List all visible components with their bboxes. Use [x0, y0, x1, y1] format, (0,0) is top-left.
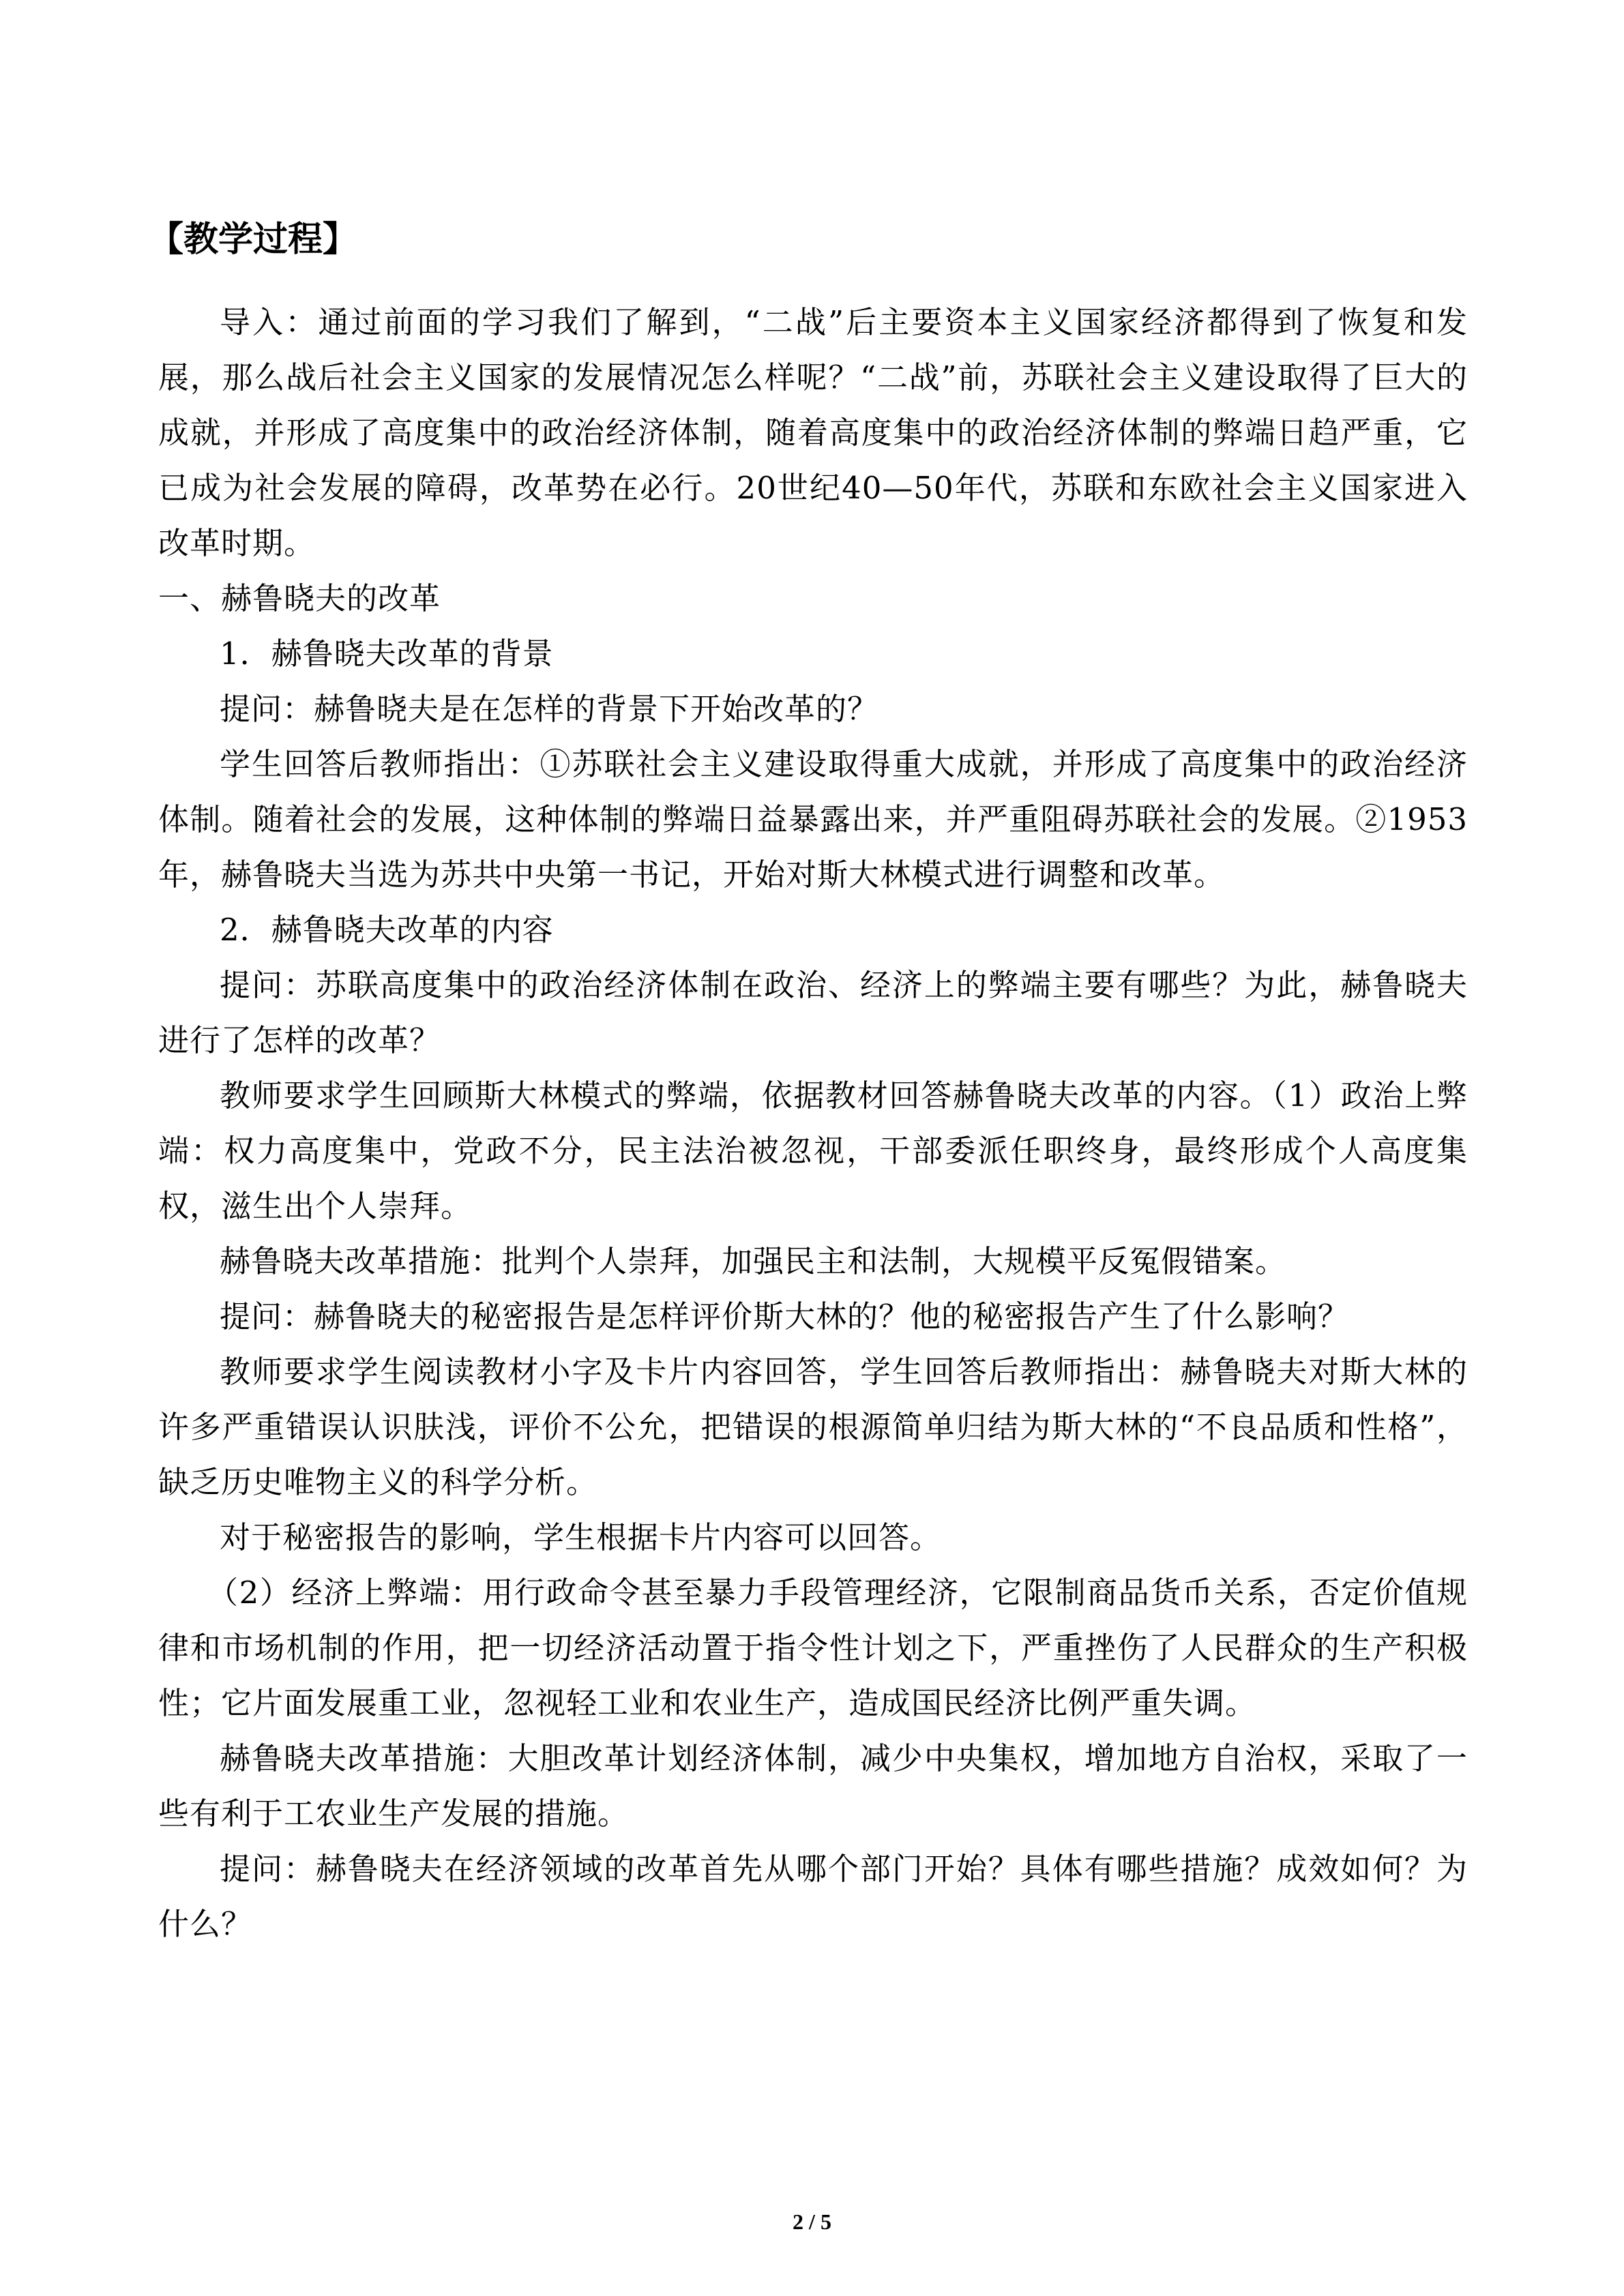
body-paragraph: （2）经济上弊端：用行政命令甚至暴力手段管理经济，它限制商品货币关系，否定价值规律和市场机制的作用，把一切经济活动置于指令性计划之下，严重挫伤了人民群众的生产积极性；它片面发展重工业，忽视轻工业和农业生产，造成国民经济比例严重失调。	[158, 1575, 1468, 1721]
body-paragraph: 教师要求学生阅读教材小字及卡片内容回答，学生回答后教师指出：赫鲁晓夫对斯大林的许多严重错误认识肤浅，评价不公允，把错误的根源简单归结为斯大林的“不良品质和性格”，缺乏历史唯物主义的科学分析。	[158, 1354, 1468, 1500]
question-paragraph: 提问：赫鲁晓夫的秘密报告是怎样评价斯大林的？他的秘密报告产生了什么影响？	[220, 1298, 1350, 1335]
section-heading: 【教学过程】	[149, 220, 358, 260]
intro-paragraph: 导入：通过前面的学习我们了解到，“二战”后主要资本主义国家经济都得到了恢复和发展，那么战后社会主义国家的发展情况怎么样呢？“二战”前，苏联社会主义建设取得了巨大的成就，并形成了高度集中的政治经济体制，随着高度集中的政治经济体制的弊端日趋严重，它已成为社会发展的障碍，改革势在必行。20世纪40—50年代，苏联和东欧社会主义国家进入改革时期。	[158, 304, 1468, 561]
question-paragraph: 提问：苏联高度集中的政治经济体制在政治、经济上的弊端主要有哪些？为此，赫鲁晓夫进行了怎样的改革？	[158, 967, 1468, 1058]
document-body	[158, 295, 1468, 1952]
body-paragraph: 赫鲁晓夫改革措施：大胆改革计划经济体制，减少中央集权，增加地方自治权，采取了一些有利于工农业生产发展的措施。	[158, 1740, 1468, 1832]
answer-paragraph: 学生回答后教师指出：①苏联社会主义建设取得重大成就，并形成了高度集中的政治经济体制。随着社会的发展，这种体制的弊端日益暴露出来，并严重阻碍苏联社会的发展。②1953年，赫鲁晓夫当选为苏共中央第一书记，开始对斯大林模式进行调整和改革。	[158, 746, 1468, 893]
subsection-title: 1．赫鲁晓夫改革的背景	[220, 636, 554, 672]
question-paragraph: 提问：赫鲁晓夫是在怎样的背景下开始改革的？	[220, 691, 879, 727]
body-paragraph: 赫鲁晓夫改革措施：批判个人崇拜，加强民主和法制，大规模平反冤假错案。	[220, 1243, 1287, 1279]
body-paragraph: 教师要求学生回顾斯大林模式的弊端，依据教材回答赫鲁晓夫改革的内容。（1）政治上弊端：权力高度集中，党政不分，民主法治被忽视，干部委派任职终身，最终形成个人高度集权，滋生出个人崇拜。	[158, 1077, 1468, 1224]
question-paragraph: 提问：赫鲁晓夫在经济领域的改革首先从哪个部门开始？具体有哪些措施？成效如何？为什么？	[158, 1851, 1468, 1942]
body-paragraph: 对于秘密报告的影响，学生根据卡片内容可以回答。	[220, 1519, 942, 1555]
section-title: 一、赫鲁晓夫的改革	[158, 580, 441, 616]
subsection-title: 2．赫鲁晓夫改革的内容	[220, 912, 554, 948]
page-number: 2 / 5	[793, 2209, 831, 2234]
